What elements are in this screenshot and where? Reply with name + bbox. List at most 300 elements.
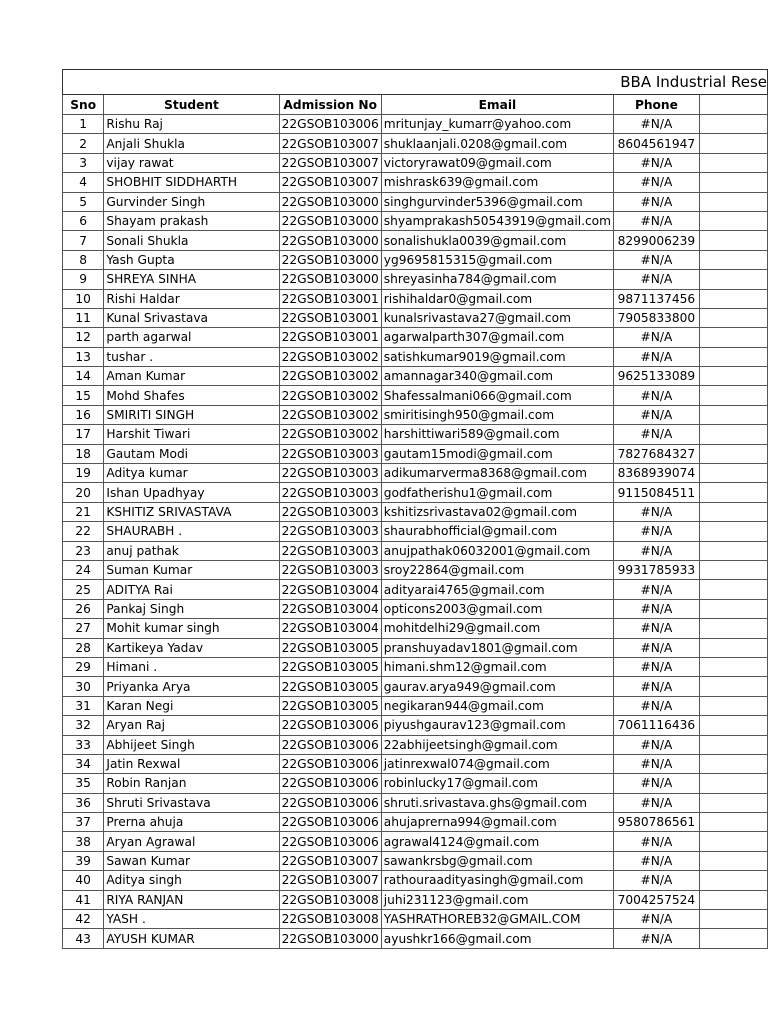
cell-student[interactable]: Shruti Srivastava xyxy=(104,793,279,812)
cell-admission[interactable]: 22GSOB103002 xyxy=(279,425,381,444)
cell-admission[interactable]: 22GSOB103003 xyxy=(279,483,381,502)
cell-email[interactable]: shreyasinha784@gmail.com xyxy=(381,270,613,289)
cell-phone[interactable]: 9115084511 xyxy=(614,483,700,502)
cell-student[interactable]: anuj pathak xyxy=(104,541,279,560)
cell-phone[interactable]: #N/A xyxy=(614,599,700,618)
cell-student[interactable]: Gautam Modi xyxy=(104,444,279,463)
cell-student[interactable]: Suman Kumar xyxy=(104,560,279,579)
cell-email[interactable]: YASHRATHOREB32@GMAIL.COM xyxy=(381,910,613,929)
cell-blank[interactable] xyxy=(699,386,767,405)
cell-student[interactable]: Aman Kumar xyxy=(104,367,279,386)
cell-student[interactable]: tushar . xyxy=(104,347,279,366)
table-row xyxy=(63,153,768,172)
cell-admission[interactable]: 22GSOB103003 xyxy=(279,464,381,483)
sheet-title[interactable]: BBA Industrial Rese xyxy=(63,70,768,95)
cell-blank[interactable] xyxy=(699,677,767,696)
cell-sno[interactable]: 22 xyxy=(63,522,104,541)
cell-admission[interactable]: 22GSOB103008 xyxy=(279,910,381,929)
table-row xyxy=(63,192,768,211)
cell-email[interactable]: anujpathak06032001@gmail.com xyxy=(381,541,613,560)
table-row xyxy=(63,386,768,405)
cell-email[interactable]: shyamprakash50543919@gmail.com xyxy=(381,211,613,230)
cell-blank[interactable] xyxy=(699,793,767,812)
table-row xyxy=(63,444,768,463)
header-email[interactable]: Email xyxy=(381,95,613,115)
cell-admission[interactable]: 22GSOB103006 xyxy=(279,774,381,793)
table-row xyxy=(63,851,768,870)
cell-student[interactable]: Kunal Srivastava xyxy=(104,308,279,327)
cell-sno[interactable]: 37 xyxy=(63,813,104,832)
cell-email[interactable]: harshittiwari589@gmail.com xyxy=(381,425,613,444)
table-row xyxy=(63,871,768,890)
cell-email[interactable]: shaurabhofficial@gmail.com xyxy=(381,522,613,541)
table-row xyxy=(63,502,768,521)
cell-student[interactable]: Rishu Raj xyxy=(104,115,279,134)
cell-email[interactable]: mishrask639@gmail.com xyxy=(381,173,613,192)
table-row xyxy=(63,522,768,541)
cell-admission[interactable]: 22GSOB103003 xyxy=(279,541,381,560)
table-row xyxy=(63,541,768,560)
cell-blank[interactable] xyxy=(699,502,767,521)
cell-blank[interactable] xyxy=(699,115,767,134)
cell-blank[interactable] xyxy=(699,560,767,579)
cell-student[interactable]: vijay rawat xyxy=(104,153,279,172)
cell-admission[interactable]: 22GSOB103006 xyxy=(279,754,381,773)
cell-email[interactable]: kshitizsrivastava02@gmail.com xyxy=(381,502,613,521)
cell-sno[interactable]: 29 xyxy=(63,657,104,676)
cell-sno[interactable]: 11 xyxy=(63,308,104,327)
cell-email[interactable]: ahujaprerna994@gmail.com xyxy=(381,813,613,832)
table-row xyxy=(63,638,768,657)
cell-blank[interactable] xyxy=(699,638,767,657)
cell-admission[interactable]: 22GSOB103002 xyxy=(279,386,381,405)
cell-sno[interactable]: 16 xyxy=(63,405,104,424)
cell-blank[interactable] xyxy=(699,851,767,870)
cell-phone[interactable]: 8368939074 xyxy=(614,464,700,483)
cell-phone[interactable]: #N/A xyxy=(614,115,700,134)
cell-phone[interactable]: #N/A xyxy=(614,851,700,870)
cell-blank[interactable] xyxy=(699,464,767,483)
cell-student[interactable]: Prerna ahuja xyxy=(104,813,279,832)
table-row xyxy=(63,367,768,386)
cell-email[interactable]: mohitdelhi29@gmail.com xyxy=(381,619,613,638)
cell-admission[interactable]: 22GSOB103001 xyxy=(279,289,381,308)
cell-admission[interactable]: 22GSOB103006 xyxy=(279,115,381,134)
cell-sno[interactable]: 25 xyxy=(63,580,104,599)
cell-student[interactable]: Jatin Rexwal xyxy=(104,754,279,773)
table-row xyxy=(63,793,768,812)
table-row xyxy=(63,599,768,618)
table-row xyxy=(63,929,768,948)
cell-phone[interactable]: #N/A xyxy=(614,871,700,890)
cell-phone[interactable]: 7061116436 xyxy=(614,716,700,735)
cell-email[interactable]: sonalishukla0039@gmail.com xyxy=(381,231,613,250)
cell-sno[interactable]: 19 xyxy=(63,464,104,483)
cell-phone[interactable]: #N/A xyxy=(614,328,700,347)
table-row xyxy=(63,580,768,599)
cell-admission[interactable]: 22GSOB103000 xyxy=(279,929,381,948)
cell-phone[interactable]: #N/A xyxy=(614,638,700,657)
cell-blank[interactable] xyxy=(699,716,767,735)
cell-sno[interactable]: 6 xyxy=(63,211,104,230)
cell-sno[interactable]: 9 xyxy=(63,270,104,289)
cell-email[interactable]: pranshuyadav1801@gmail.com xyxy=(381,638,613,657)
cell-admission[interactable]: 22GSOB103006 xyxy=(279,832,381,851)
cell-sno[interactable]: 17 xyxy=(63,425,104,444)
cell-admission[interactable]: 22GSOB103004 xyxy=(279,580,381,599)
cell-phone[interactable]: 9625133089 xyxy=(614,367,700,386)
cell-blank[interactable] xyxy=(699,134,767,153)
cell-phone[interactable]: #N/A xyxy=(614,153,700,172)
cell-admission[interactable]: 22GSOB103005 xyxy=(279,657,381,676)
cell-student[interactable]: Mohd Shafes xyxy=(104,386,279,405)
cell-admission[interactable]: 22GSOB103000 xyxy=(279,231,381,250)
cell-sno[interactable]: 5 xyxy=(63,192,104,211)
cell-student[interactable]: Karan Negi xyxy=(104,696,279,715)
cell-blank[interactable] xyxy=(699,425,767,444)
cell-email[interactable]: jatinrexwal074@gmail.com xyxy=(381,754,613,773)
cell-admission[interactable]: 22GSOB103000 xyxy=(279,211,381,230)
header-row xyxy=(63,95,768,115)
cell-phone[interactable]: #N/A xyxy=(614,832,700,851)
cell-email[interactable]: yg9695815315@gmail.com xyxy=(381,250,613,269)
cell-phone[interactable]: 9580786561 xyxy=(614,813,700,832)
cell-sno[interactable]: 34 xyxy=(63,754,104,773)
cell-email[interactable]: robinlucky17@gmail.com xyxy=(381,774,613,793)
cell-sno[interactable]: 2 xyxy=(63,134,104,153)
cell-phone[interactable]: 7004257524 xyxy=(614,890,700,909)
cell-phone[interactable]: 9871137456 xyxy=(614,289,700,308)
cell-student[interactable]: Kartikeya Yadav xyxy=(104,638,279,657)
cell-email[interactable]: rathouraadityasingh@gmail.com xyxy=(381,871,613,890)
student-table xyxy=(62,69,768,949)
cell-student[interactable]: Ishan Upadhyay xyxy=(104,483,279,502)
cell-blank[interactable] xyxy=(699,270,767,289)
cell-email[interactable]: adityarai4765@gmail.com xyxy=(381,580,613,599)
cell-blank[interactable] xyxy=(699,444,767,463)
cell-admission[interactable]: 22GSOB103003 xyxy=(279,560,381,579)
cell-sno[interactable]: 1 xyxy=(63,115,104,134)
cell-phone[interactable]: 7905833800 xyxy=(614,308,700,327)
cell-student[interactable]: Robin Ranjan xyxy=(104,774,279,793)
table-row xyxy=(63,289,768,308)
cell-student[interactable]: YASH . xyxy=(104,910,279,929)
cell-phone[interactable]: #N/A xyxy=(614,502,700,521)
cell-blank[interactable] xyxy=(699,367,767,386)
cell-email[interactable]: smiritisingh950@gmail.com xyxy=(381,405,613,424)
cell-sno[interactable]: 27 xyxy=(63,619,104,638)
cell-phone[interactable]: #N/A xyxy=(614,250,700,269)
cell-blank[interactable] xyxy=(699,308,767,327)
cell-phone[interactable]: #N/A xyxy=(614,173,700,192)
cell-sno[interactable]: 14 xyxy=(63,367,104,386)
cell-blank[interactable] xyxy=(699,173,767,192)
cell-blank[interactable] xyxy=(699,192,767,211)
cell-student[interactable]: Sawan Kumar xyxy=(104,851,279,870)
cell-admission[interactable]: 22GSOB103003 xyxy=(279,502,381,521)
cell-admission[interactable]: 22GSOB103002 xyxy=(279,367,381,386)
cell-phone[interactable]: #N/A xyxy=(614,386,700,405)
cell-admission[interactable]: 22GSOB103005 xyxy=(279,696,381,715)
cell-phone[interactable]: #N/A xyxy=(614,522,700,541)
cell-blank[interactable] xyxy=(699,774,767,793)
cell-phone[interactable]: 9931785933 xyxy=(614,560,700,579)
cell-admission[interactable]: 22GSOB103005 xyxy=(279,677,381,696)
cell-email[interactable]: mritunjay_kumarr@yahoo.com xyxy=(381,115,613,134)
cell-student[interactable]: Yash Gupta xyxy=(104,250,279,269)
cell-blank[interactable] xyxy=(699,890,767,909)
cell-email[interactable]: ayushkr166@gmail.com xyxy=(381,929,613,948)
cell-blank[interactable] xyxy=(699,657,767,676)
cell-sno[interactable]: 4 xyxy=(63,173,104,192)
cell-student[interactable]: SHOBHIT SIDDHARTH xyxy=(104,173,279,192)
cell-blank[interactable] xyxy=(699,580,767,599)
cell-blank[interactable] xyxy=(699,871,767,890)
cell-phone[interactable]: #N/A xyxy=(614,793,700,812)
cell-admission[interactable]: 22GSOB103006 xyxy=(279,793,381,812)
cell-email[interactable]: victoryrawat09@gmail.com xyxy=(381,153,613,172)
cell-blank[interactable] xyxy=(699,735,767,754)
cell-phone[interactable]: 7827684327 xyxy=(614,444,700,463)
cell-email[interactable]: godfatherishu1@gmail.com xyxy=(381,483,613,502)
cell-email[interactable]: juhi231123@gmail.com xyxy=(381,890,613,909)
cell-student[interactable]: ADITYA Rai xyxy=(104,580,279,599)
cell-blank[interactable] xyxy=(699,929,767,948)
cell-admission[interactable]: 22GSOB103006 xyxy=(279,716,381,735)
cell-student[interactable]: Priyanka Arya xyxy=(104,677,279,696)
cell-sno[interactable]: 26 xyxy=(63,599,104,618)
table-row xyxy=(63,890,768,909)
cell-sno[interactable]: 3 xyxy=(63,153,104,172)
cell-phone[interactable]: #N/A xyxy=(614,754,700,773)
table-row xyxy=(63,754,768,773)
cell-sno[interactable]: 24 xyxy=(63,560,104,579)
cell-admission[interactable]: 22GSOB103007 xyxy=(279,153,381,172)
cell-sno[interactable]: 42 xyxy=(63,910,104,929)
table-row xyxy=(63,813,768,832)
cell-phone[interactable]: #N/A xyxy=(614,425,700,444)
cell-blank[interactable] xyxy=(699,754,767,773)
cell-phone[interactable]: #N/A xyxy=(614,696,700,715)
cell-email[interactable]: agrawal4124@gmail.com xyxy=(381,832,613,851)
cell-blank[interactable] xyxy=(699,153,767,172)
cell-blank[interactable] xyxy=(699,832,767,851)
cell-student[interactable]: Gurvinder Singh xyxy=(104,192,279,211)
cell-email[interactable]: sroy22864@gmail.com xyxy=(381,560,613,579)
cell-admission[interactable]: 22GSOB103001 xyxy=(279,308,381,327)
header-student[interactable]: Student xyxy=(104,95,279,115)
cell-admission[interactable]: 22GSOB103007 xyxy=(279,173,381,192)
cell-sno[interactable]: 20 xyxy=(63,483,104,502)
cell-student[interactable]: AYUSH KUMAR xyxy=(104,929,279,948)
cell-admission[interactable]: 22GSOB103001 xyxy=(279,328,381,347)
cell-admission[interactable]: 22GSOB103003 xyxy=(279,444,381,463)
sheet-viewport[interactable] xyxy=(62,69,768,959)
cell-phone[interactable]: #N/A xyxy=(614,270,700,289)
cell-sno[interactable]: 39 xyxy=(63,851,104,870)
cell-phone[interactable]: #N/A xyxy=(614,910,700,929)
cell-sno[interactable]: 32 xyxy=(63,716,104,735)
table-row xyxy=(63,231,768,250)
cell-sno[interactable]: 12 xyxy=(63,328,104,347)
cell-email[interactable]: opticons2003@gmail.com xyxy=(381,599,613,618)
table-row xyxy=(63,425,768,444)
cell-blank[interactable] xyxy=(699,599,767,618)
cell-blank[interactable] xyxy=(699,328,767,347)
table-row xyxy=(63,347,768,366)
cell-sno[interactable]: 7 xyxy=(63,231,104,250)
table-row xyxy=(63,405,768,424)
cell-student[interactable]: Sonali Shukla xyxy=(104,231,279,250)
cell-blank[interactable] xyxy=(699,289,767,308)
cell-phone[interactable]: #N/A xyxy=(614,774,700,793)
cell-admission[interactable]: 22GSOB103007 xyxy=(279,871,381,890)
cell-blank[interactable] xyxy=(699,347,767,366)
cell-sno[interactable]: 10 xyxy=(63,289,104,308)
cell-blank[interactable] xyxy=(699,522,767,541)
cell-phone[interactable]: #N/A xyxy=(614,405,700,424)
cell-blank[interactable] xyxy=(699,541,767,560)
cell-admission[interactable]: 22GSOB103000 xyxy=(279,270,381,289)
cell-phone[interactable]: #N/A xyxy=(614,347,700,366)
cell-phone[interactable]: #N/A xyxy=(614,541,700,560)
cell-admission[interactable]: 22GSOB103004 xyxy=(279,599,381,618)
table-row xyxy=(63,308,768,327)
cell-phone[interactable]: #N/A xyxy=(614,619,700,638)
cell-student[interactable]: parth agarwal xyxy=(104,328,279,347)
cell-phone[interactable]: #N/A xyxy=(614,735,700,754)
cell-admission[interactable]: 22GSOB103006 xyxy=(279,735,381,754)
cell-email[interactable]: sawankrsbg@gmail.com xyxy=(381,851,613,870)
cell-sno[interactable]: 8 xyxy=(63,250,104,269)
cell-student[interactable]: Pankaj Singh xyxy=(104,599,279,618)
cell-blank[interactable] xyxy=(699,696,767,715)
cell-email[interactable]: piyushgaurav123@gmail.com xyxy=(381,716,613,735)
cell-student[interactable]: RIYA RANJAN xyxy=(104,890,279,909)
cell-student[interactable]: KSHITIZ SRIVASTAVA xyxy=(104,502,279,521)
cell-email[interactable]: rishihaldar0@gmail.com xyxy=(381,289,613,308)
cell-student[interactable]: SHREYA SINHA xyxy=(104,270,279,289)
cell-blank[interactable] xyxy=(699,405,767,424)
cell-admission[interactable]: 22GSOB103000 xyxy=(279,250,381,269)
cell-admission[interactable]: 22GSOB103002 xyxy=(279,347,381,366)
cell-student[interactable]: Rishi Haldar xyxy=(104,289,279,308)
cell-blank[interactable] xyxy=(699,813,767,832)
cell-admission[interactable]: 22GSOB103007 xyxy=(279,851,381,870)
cell-email[interactable]: negikaran944@gmail.com xyxy=(381,696,613,715)
cell-blank[interactable] xyxy=(699,619,767,638)
cell-email[interactable]: 22abhijeetsingh@gmail.com xyxy=(381,735,613,754)
cell-phone[interactable]: #N/A xyxy=(614,929,700,948)
cell-admission[interactable]: 22GSOB103005 xyxy=(279,638,381,657)
cell-email[interactable]: amannagar340@gmail.com xyxy=(381,367,613,386)
cell-admission[interactable]: 22GSOB103004 xyxy=(279,619,381,638)
cell-email[interactable]: shruti.srivastava.ghs@gmail.com xyxy=(381,793,613,812)
cell-email[interactable]: Shafessalmani066@gmail.com xyxy=(381,386,613,405)
header-phone[interactable]: Phone xyxy=(614,95,700,115)
table-row xyxy=(63,464,768,483)
header-blank[interactable] xyxy=(699,95,767,115)
cell-email[interactable]: shuklaanjali.0208@gmail.com xyxy=(381,134,613,153)
cell-sno[interactable]: 21 xyxy=(63,502,104,521)
cell-student[interactable]: Himani . xyxy=(104,657,279,676)
cell-student[interactable]: SHAURABH . xyxy=(104,522,279,541)
cell-phone[interactable]: #N/A xyxy=(614,677,700,696)
cell-student[interactable]: SMIRITI SINGH xyxy=(104,405,279,424)
cell-student[interactable]: Abhijeet Singh xyxy=(104,735,279,754)
cell-admission[interactable]: 22GSOB103006 xyxy=(279,813,381,832)
cell-phone[interactable]: 8299006239 xyxy=(614,231,700,250)
cell-sno[interactable]: 13 xyxy=(63,347,104,366)
cell-phone[interactable]: #N/A xyxy=(614,192,700,211)
cell-sno[interactable]: 33 xyxy=(63,735,104,754)
cell-student[interactable]: Harshit Tiwari xyxy=(104,425,279,444)
cell-sno[interactable]: 28 xyxy=(63,638,104,657)
cell-email[interactable]: kunalsrivastava27@gmail.com xyxy=(381,308,613,327)
cell-student[interactable]: Aditya singh xyxy=(104,871,279,890)
table-row xyxy=(63,657,768,676)
cell-student[interactable]: Mohit kumar singh xyxy=(104,619,279,638)
cell-admission[interactable]: 22GSOB103003 xyxy=(279,522,381,541)
cell-blank[interactable] xyxy=(699,211,767,230)
table-row xyxy=(63,910,768,929)
cell-blank[interactable] xyxy=(699,250,767,269)
cell-phone[interactable]: #N/A xyxy=(614,657,700,676)
cell-student[interactable]: Aryan Raj xyxy=(104,716,279,735)
cell-email[interactable]: adikumarverma8368@gmail.com xyxy=(381,464,613,483)
cell-sno[interactable]: 35 xyxy=(63,774,104,793)
cell-email[interactable]: gaurav.arya949@gmail.com xyxy=(381,677,613,696)
cell-email[interactable]: himani.shm12@gmail.com xyxy=(381,657,613,676)
cell-email[interactable]: agarwalparth307@gmail.com xyxy=(381,328,613,347)
cell-sno[interactable]: 38 xyxy=(63,832,104,851)
header-sno[interactable]: Sno xyxy=(63,95,104,115)
cell-sno[interactable]: 31 xyxy=(63,696,104,715)
cell-blank[interactable] xyxy=(699,231,767,250)
cell-admission[interactable]: 22GSOB103000 xyxy=(279,192,381,211)
cell-blank[interactable] xyxy=(699,483,767,502)
cell-sno[interactable]: 23 xyxy=(63,541,104,560)
title-row xyxy=(63,70,768,95)
cell-sno[interactable]: 40 xyxy=(63,871,104,890)
cell-sno[interactable]: 41 xyxy=(63,890,104,909)
cell-email[interactable]: satishkumar9019@gmail.com xyxy=(381,347,613,366)
table-row xyxy=(63,173,768,192)
table-row xyxy=(63,328,768,347)
table-row xyxy=(63,560,768,579)
cell-phone[interactable]: #N/A xyxy=(614,580,700,599)
table-row xyxy=(63,735,768,754)
header-admission[interactable]: Admission No xyxy=(279,95,381,115)
cell-sno[interactable]: 43 xyxy=(63,929,104,948)
cell-email[interactable]: gautam15modi@gmail.com xyxy=(381,444,613,463)
cell-sno[interactable]: 36 xyxy=(63,793,104,812)
cell-admission[interactable]: 22GSOB103007 xyxy=(279,134,381,153)
cell-blank[interactable] xyxy=(699,910,767,929)
cell-student[interactable]: Aditya kumar xyxy=(104,464,279,483)
cell-admission[interactable]: 22GSOB103008 xyxy=(279,890,381,909)
cell-phone[interactable]: 8604561947 xyxy=(614,134,700,153)
cell-student[interactable]: Anjali Shukla xyxy=(104,134,279,153)
cell-sno[interactable]: 15 xyxy=(63,386,104,405)
cell-student[interactable]: Aryan Agrawal xyxy=(104,832,279,851)
cell-admission[interactable]: 22GSOB103002 xyxy=(279,405,381,424)
cell-sno[interactable]: 18 xyxy=(63,444,104,463)
cell-email[interactable]: singhgurvinder5396@gmail.com xyxy=(381,192,613,211)
cell-student[interactable]: Shayam prakash xyxy=(104,211,279,230)
cell-sno[interactable]: 30 xyxy=(63,677,104,696)
cell-phone[interactable]: #N/A xyxy=(614,211,700,230)
